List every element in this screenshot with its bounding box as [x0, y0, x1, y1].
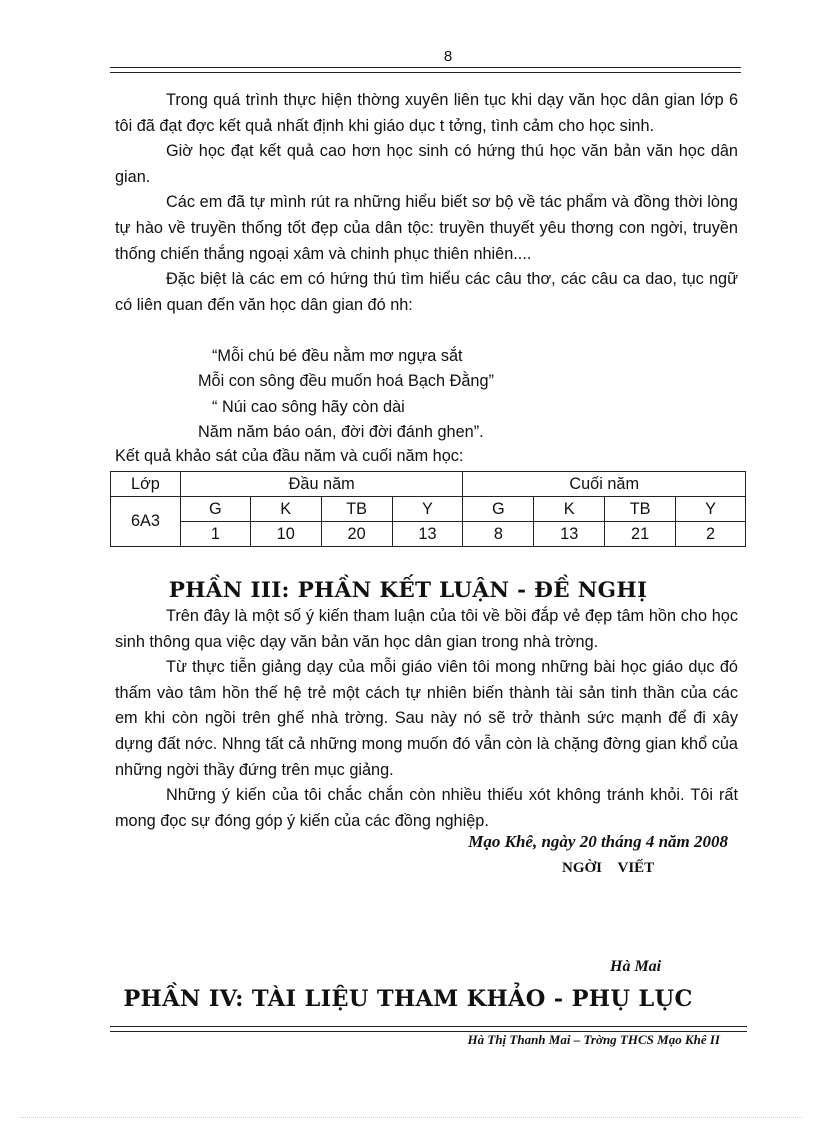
class-name-cell: 6A3 [111, 497, 181, 547]
value-cell: 13 [534, 522, 605, 547]
grade-cell: TB [321, 497, 392, 522]
header-rule [110, 67, 741, 73]
date-line: Mạo Khê, ngày 20 tháng 4 năm 2008 [468, 832, 728, 851]
header-end-of-year: Cuối năm [463, 472, 746, 497]
body-section-2 [115, 604, 738, 834]
paragraph-results-intro: Trong quá trình thực hiện thờng xuyên liên tục khi dạy văn học dân gian lớp 6 tôi đã đạt đợc kết quả nhất định khi giáo dục t tởng, tình cảm cho học sinh. [115, 91, 738, 135]
paragraph-folk-poetry: Đặc biệt là các em có hứng thú tìm hiểu các câu thơ, các câu ca dao, tục ngữ có liên quan đến văn học dân gian đó nh: [115, 270, 738, 314]
paragraph-student-understanding: Các em đã tự mình rút ra những hiểu biết sơ bộ về tác phẩm và đồng thời lòng tự hào về truyền thống tốt đẹp của dân tộc: truyền thuyết yêu thơng con ngời, truyền thống chiến thắng ngoại xâm và chinh phục thiên nhiên.... [115, 193, 738, 263]
value-cell: 10 [250, 522, 321, 547]
table-header-row [111, 472, 746, 497]
poem-line-1: “Mỗi chú bé đều nằm mơ ngựa sắt [212, 347, 463, 365]
survey-caption: Kết quả khảo sát của đầu năm và cuối năm học: [115, 447, 464, 465]
grade-cell: G [180, 497, 250, 522]
footer-author-school: Hà Thị Thanh Mai – Trờng THCS Mạo Khê II [467, 1032, 720, 1047]
poem-line-3: “ Núi cao sông hãy còn dài [212, 398, 405, 416]
poem-line-4: Năm năm báo oán, đời đời đánh ghen”. [198, 423, 484, 441]
survey-results-table [110, 471, 746, 547]
header-class: Lớp [111, 472, 181, 497]
value-cell: 2 [676, 522, 746, 547]
table-grade-row [111, 497, 746, 522]
page-number: 8 [443, 48, 453, 65]
table-values-row [111, 522, 746, 547]
grade-cell: K [534, 497, 605, 522]
value-cell: 21 [605, 522, 676, 547]
section-4-title: PHẦN IV: TÀI LIỆU THAM KHẢO - PHỤ LỤC [123, 986, 693, 1012]
grade-cell: TB [605, 497, 676, 522]
grade-cell: K [250, 497, 321, 522]
value-cell: 1 [180, 522, 250, 547]
paragraph-class-interest: Giờ học đạt kết quả cao hơn học sinh có hứng thú học văn bản văn học dân gian. [115, 142, 738, 186]
writer-label: NGỜI VIẾT [562, 860, 655, 876]
value-cell: 20 [321, 522, 392, 547]
grade-cell: Y [392, 497, 463, 522]
body-section-1 [115, 88, 738, 318]
value-cell: 8 [463, 522, 534, 547]
paragraph-feedback-request: Những ý kiến của tôi chắc chắn còn nhiều thiếu xót không tránh khỏi. Tôi rất mong đọc sự đóng góp ý kiến của các đồng nghiệp. [115, 786, 738, 830]
section-3-title: PHẦN III: PHẦN KẾT LUẬN - ĐỀ NGHỊ [168, 578, 648, 603]
grade-cell: Y [676, 497, 746, 522]
value-cell: 13 [392, 522, 463, 547]
paragraph-teaching-hope: Từ thực tiễn giảng dạy của mỗi giáo viên tôi mong những bài học giáo dục đó thấm vào tâm hồn thế hệ trẻ một cách tự nhiên biến thành tài sản tinh thần của các em khi còn ngồi trên ghế nhà trờng. Sau này nó sẽ trở thành sức mạnh để đi xây dựng đất nớc. Nhng tất cả những mong muốn đó vẫn còn là chặng đờng gian khổ của những ngời thầy đứng trên mục giảng. [115, 658, 738, 779]
header-start-of-year: Đầu năm [180, 472, 463, 497]
signature: Hà Mai [610, 958, 662, 975]
page-edge-divider [20, 1117, 802, 1118]
grade-cell: G [463, 497, 534, 522]
poem-line-2: Mỗi con sông đều muốn hoá Bạch Đằng” [198, 372, 494, 390]
paragraph-conclusion-intro: Trên đây là một số ý kiến tham luận của tôi về bồi đắp vẻ đẹp tâm hồn cho học sinh thông qua việc dạy văn bản văn học dân gian trong nhà trờng. [115, 607, 738, 651]
